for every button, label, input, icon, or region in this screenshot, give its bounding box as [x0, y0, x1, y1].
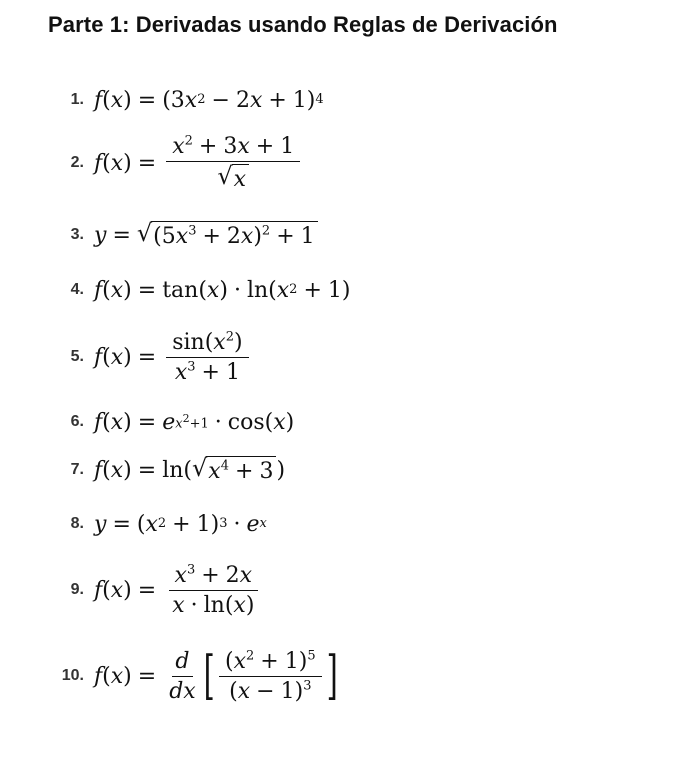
- problem-formula: f ( x ) = e $x^2+1$ · cos( x ): [94, 409, 295, 435]
- section-title: Parte 1: Derivadas usando Reglas de Derivación: [48, 12, 558, 37]
- problem-formula: f ( x ) = $\frac{x^3 + 2x}{x \cdot \ln(x)}$: [94, 563, 264, 618]
- problem-formula: f ( x ) = ln( √ $x^4 + 3$ ): [94, 454, 286, 484]
- problem-item: [0, 638, 694, 714]
- problem-item: [0, 452, 694, 488]
- problem-item: [0, 404, 694, 440]
- problem-formula: y = √ $(5x^3 + 2x)^2 + 1$: [94, 221, 318, 249]
- problem-number: 6.: [70, 413, 84, 430]
- problem-formula: y = ( x 2 + 1) 3 · e x: [94, 511, 267, 537]
- problem-number: 9.: [70, 581, 84, 598]
- problem-formula: f ( x ) = tan( x ) · ln( x 2 + 1): [94, 277, 351, 303]
- problem-number: 4.: [70, 281, 84, 298]
- problem-item: [0, 216, 694, 254]
- problem-number: 8.: [70, 515, 84, 532]
- problem-formula: f ( x ) = $x^2 + 3x + 1$ √ x: [94, 134, 304, 192]
- problem-formula: f ( x ) = $\frac{\sin(x^2)}{x^3 + 1}$: [94, 330, 253, 385]
- problem-number: 5.: [70, 348, 84, 365]
- problem-number: 7.: [70, 461, 84, 478]
- problem-item: [0, 274, 694, 306]
- problem-item: [0, 322, 694, 392]
- problem-formula: f ( x ) = $\frac{d}{dx}$ [ $\frac{(x^2 + 1)^5}{(x - 1)^3}$ ]: [94, 646, 338, 706]
- problem-item: [0, 554, 694, 626]
- problem-number: 1.: [70, 91, 84, 108]
- problem-item: [0, 128, 694, 198]
- problem-number: 2.: [70, 154, 84, 171]
- problem-item: [0, 84, 694, 116]
- problem-number: 10.: [61, 667, 84, 684]
- problem-number: 3.: [70, 226, 84, 243]
- problem-item: [0, 508, 694, 540]
- problem-formula: f ( x ) = (3 x 2 − 2 x + 1) 4: [94, 87, 324, 113]
